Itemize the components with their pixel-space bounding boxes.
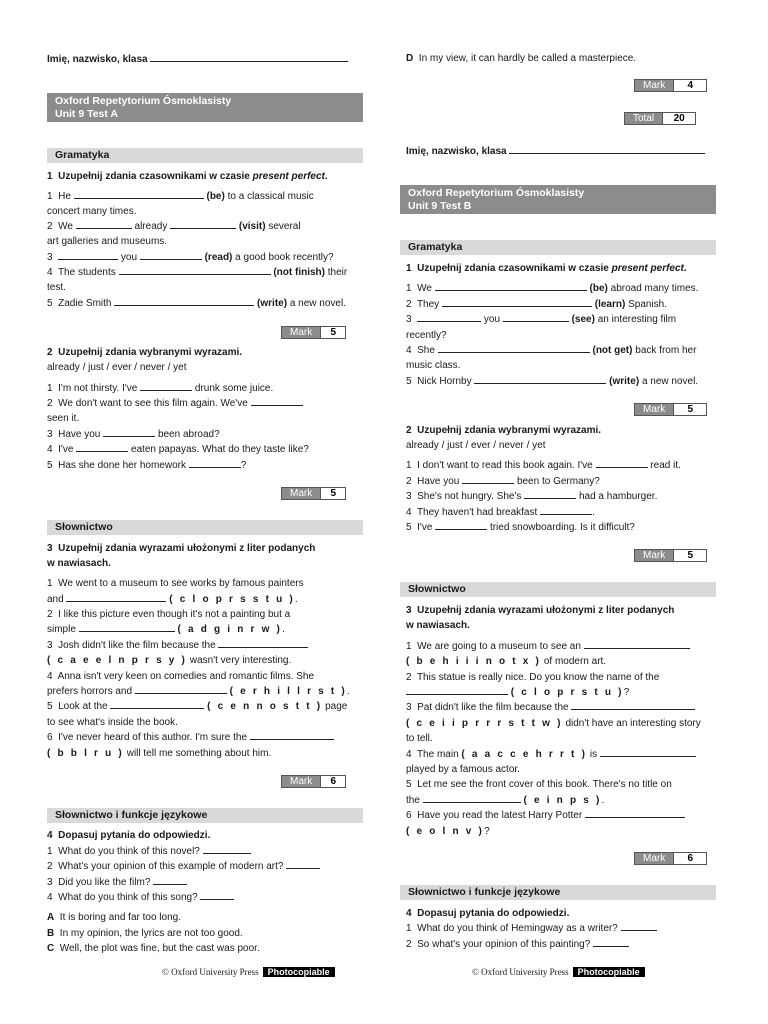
b-ex2-word-bank: already / just / ever / never / yet — [406, 440, 546, 451]
b-ex3-item-1: 1 We are going to a museum to see an — [406, 639, 716, 654]
ex3-item-4: 4 Anna isn't very keen on comedies and romantic films. She — [47, 671, 315, 682]
exercise-4-instruction: 4 Dopasuj pytania do odpowiedzi. — [47, 830, 211, 841]
b-ex2-item-1: 1 I don't want to read this book again. I've read it. — [406, 460, 681, 471]
ex2-item-4: 4 I've eaten papayas. What do they taste like? — [47, 444, 309, 455]
vocabulary-header: Słownictwo — [47, 520, 363, 535]
footer-b: © Oxford University Press Photocopiable — [472, 966, 645, 979]
answer-blank[interactable] — [442, 297, 592, 307]
b-ex3-item-6-cont: ( e o l n v )? — [406, 826, 490, 837]
answer-blank[interactable] — [417, 312, 481, 322]
ex1-item-4: 4 The students (not finish) their — [47, 267, 348, 278]
answer-blank[interactable] — [114, 296, 254, 306]
answer-blank[interactable] — [250, 730, 334, 740]
b-ex3-item-3: 3 Pat didn't like the film because the — [406, 700, 716, 715]
ex3-item-6: 6 I've never heard of this author. I'm sure the — [47, 730, 363, 745]
ex4-item-1: 1 What do you think of this novel? — [47, 844, 363, 859]
footer-a: © Oxford University Press Photocopiable — [162, 966, 335, 979]
photocopiable-badge: Photocopiable — [263, 967, 335, 977]
answer-blank[interactable] — [140, 250, 202, 260]
answer-blank[interactable] — [593, 937, 629, 947]
answer-blank[interactable] — [76, 219, 132, 229]
ex1-item-5: 5 Zadie Smith (write) a new novel. — [47, 298, 346, 309]
ex3-item-3: 3 Josh didn't like the film because the — [47, 638, 363, 653]
ex3-item-6-cont: ( b b l r u ) will tell me something about him. — [47, 748, 272, 759]
ex4-item-3: 3 Did you like the film? — [47, 875, 363, 890]
b-ex3-mark-box: Mark 6 — [634, 852, 707, 865]
b-ex2-item-4: 4 They haven't had breakfast . — [406, 507, 595, 518]
answer-blank[interactable] — [135, 684, 227, 694]
answer-blank[interactable] — [621, 921, 657, 931]
ex4-answer-b: B In my opinion, the lyrics are not too good. — [47, 928, 243, 939]
ex2-item-3: 3 Have you been abroad? — [47, 429, 220, 440]
b-ex2-item-5: 5 I've tried snowboarding. Is it difficult? — [406, 522, 635, 533]
functions-header: Słownictwo i funkcje językowe — [47, 808, 363, 823]
ex4-answer-d: D In my view, it can hardly be called a masterpiece. — [406, 53, 637, 64]
answer-blank[interactable] — [58, 250, 118, 260]
answer-blank[interactable] — [600, 747, 696, 757]
b-ex2-mark-box: Mark 5 — [634, 549, 707, 562]
answer-blank[interactable] — [462, 474, 514, 484]
name-class-field[interactable]: Imię, nazwisko, klasa — [47, 51, 363, 67]
ex3-item-2-cont: simple ( a d g i n r w ). — [47, 624, 285, 635]
answer-blank[interactable] — [435, 281, 587, 291]
b-ex3-item-5: 5 Let me see the front cover of this book. There's no title on — [406, 779, 672, 790]
ex3-item-1-cont: and ( c l o p r s s t u ). — [47, 594, 298, 605]
ex2-item-5: 5 Has she done her homework ? — [47, 460, 247, 471]
grammar-header-b: Gramatyka — [400, 240, 716, 255]
answer-blank[interactable] — [585, 808, 685, 818]
b-ex3-item-4-cont: played by a famous actor. — [406, 764, 520, 775]
answer-blank[interactable] — [103, 427, 155, 437]
b-ex3-item-2-cont: ( c l o p r s t u )? — [406, 685, 716, 700]
photocopiable-badge: Photocopiable — [573, 967, 645, 977]
ex1-item-4-cont: test. — [47, 282, 66, 293]
answer-blank[interactable] — [110, 699, 204, 709]
ex1-item-1: 1 He (be) to a classical music — [47, 191, 314, 202]
b-ex1-mark-box: Mark 5 — [634, 403, 707, 416]
ex3-mark-box: Mark 6 — [281, 775, 346, 788]
ex2-item-2: 2 We don't want to see this film again. We've — [47, 396, 363, 411]
answer-blank[interactable] — [503, 312, 569, 322]
answer-blank[interactable] — [286, 859, 320, 869]
b-ex1-item-1: 1 We (be) abroad many times. — [406, 283, 699, 294]
b-exercise-3-instruction: 3 Uzupełnij zdania wyrazami ułożonymi z liter podanych — [406, 605, 675, 616]
b-ex2-item-3: 3 She's not hungry. She's had a hamburger. — [406, 491, 658, 502]
exercise-2-instruction: 2 Uzupełnij zdania wybranymi wyrazami. — [47, 347, 243, 358]
b-ex3-item-1-cont: ( b e h i i i n o t x ) of modern art. — [406, 656, 607, 667]
answer-blank[interactable] — [140, 381, 192, 391]
b-ex3-item-5-cont: the ( e i n p s ). — [406, 795, 605, 806]
answer-blank[interactable] — [474, 374, 606, 384]
ex4-answer-a: A It is boring and far too long. — [47, 912, 181, 923]
b-ex1-item-5: 5 Nick Hornby (write) a new novel. — [406, 376, 699, 387]
answer-blank[interactable] — [435, 520, 487, 530]
answer-blank[interactable] — [119, 265, 271, 275]
answer-blank[interactable] — [203, 844, 251, 854]
exercise-3-instruction-cont: w nawiasach. — [47, 558, 111, 569]
b-ex1-item-2: 2 They (learn) Spanish. — [406, 299, 668, 310]
ex2-word-bank: already / just / ever / never / yet — [47, 362, 187, 373]
b-exercise-4-instruction: 4 Dopasuj pytania do odpowiedzi. — [406, 908, 570, 919]
answer-blank[interactable] — [74, 189, 204, 199]
grammar-header: Gramatyka — [47, 148, 363, 163]
answer-blank[interactable] — [584, 639, 690, 649]
ex3-item-5: 5 Look at the ( c e n n o s t t ) page — [47, 701, 348, 712]
ex3-item-2: 2 I like this picture even though it's not a painting but a — [47, 609, 291, 620]
b-ex1-item-3: 3 you (see) an interesting film — [406, 314, 677, 325]
b-ex3-item-2: 2 This statue is really nice. Do you know the name of the — [406, 672, 660, 683]
b-ex3-item-6: 6 Have you read the latest Harry Potter — [406, 808, 716, 823]
ex4-item-2: 2 What's your opinion of this example of modern art? — [47, 859, 363, 874]
answer-blank[interactable] — [200, 890, 234, 900]
answer-blank[interactable] — [76, 442, 128, 452]
answer-blank[interactable] — [596, 458, 648, 468]
vocabulary-header-b: Słownictwo — [400, 582, 716, 597]
ex4-item-4: 4 What do you think of this song? — [47, 890, 363, 905]
answer-blank[interactable] — [79, 622, 175, 632]
test-a-title: Oxford Repetytorium Ósmoklasisty Unit 9 Test A — [47, 93, 363, 122]
ex2-mark-box: Mark 5 — [281, 487, 346, 500]
exercise-1-instruction: 1 Uzupełnij zdania czasownikami w czasie present perfect. — [47, 171, 328, 182]
functions-header-b: Słownictwo i funkcje językowe — [400, 885, 716, 900]
b-ex4-item-1: 1 What do you think of Hemingway as a writer? — [406, 921, 716, 936]
b-ex2-item-2: 2 Have you been to Germany? — [406, 476, 600, 487]
b-exercise-2-instruction: 2 Uzupełnij zdania wybranymi wyrazami. — [406, 425, 602, 436]
ex3-item-1: 1 We went to a museum to see works by famous painters — [47, 578, 304, 589]
b-ex3-item-3-cont: ( c e i i p r r r s t t w ) didn't have an interesting story — [406, 718, 701, 729]
ex1-item-2: 2 We already (visit) several — [47, 221, 301, 232]
answer-blank[interactable] — [438, 343, 590, 353]
name-class-field-b[interactable]: Imię, nazwisko, klasa — [406, 143, 716, 159]
ex4-answer-c: C Well, the plot was fine, but the cast was poor. — [47, 943, 260, 954]
b-ex3-item-3-cont2: to tell. — [406, 733, 433, 744]
total-score-box: Total 20 — [624, 112, 696, 125]
ex3-item-4-cont: prefers horrors and ( e r h i l l r s t ). — [47, 686, 350, 697]
answer-blank[interactable] — [218, 638, 308, 648]
answer-blank[interactable] — [170, 219, 236, 229]
b-ex4-item-2: 2 So what's your opinion of this painting? — [406, 937, 716, 952]
ex1-item-3: 3 you (read) a good book recently? — [47, 252, 334, 263]
answer-blank[interactable] — [540, 505, 592, 515]
ex3-item-5-cont: to see what's inside the book. — [47, 717, 178, 728]
ex4-mark-box: Mark 4 — [634, 79, 707, 92]
ex1-item-1-cont: concert many times. — [47, 206, 137, 217]
b-ex1-item-3-cont: recently? — [406, 330, 447, 341]
answer-blank[interactable] — [406, 685, 508, 695]
ex1-mark-box: Mark 5 — [281, 326, 346, 339]
ex1-item-2-cont: art galleries and museums. — [47, 236, 168, 247]
b-ex1-item-4: 4 She (not get) back from her — [406, 345, 697, 356]
b-exercise-1-instruction: 1 Uzupełnij zdania czasownikami w czasie present perfect. — [406, 263, 687, 274]
test-b-title: Oxford Repetytorium Ósmoklasisty Unit 9 Test B — [400, 185, 716, 214]
exercise-3-instruction: 3 Uzupełnij zdania wyrazami ułożonymi z liter podanych — [47, 543, 316, 554]
ex3-item-3-cont: ( c a e e l n p r s y ) wasn't very interesting. — [47, 655, 292, 666]
ex2-item-2-cont: seen it. — [47, 413, 80, 424]
b-exercise-3-instruction-cont: w nawiasach. — [406, 620, 470, 631]
answer-blank[interactable] — [423, 793, 521, 803]
answer-blank[interactable] — [66, 592, 166, 602]
answer-blank[interactable] — [571, 700, 695, 710]
answer-blank[interactable] — [153, 875, 187, 885]
b-ex3-item-4: 4 The main ( a a c c e h r r t ) is — [406, 747, 716, 762]
b-ex1-item-4-cont: music class. — [406, 360, 461, 371]
ex2-item-1: 1 I'm not thirsty. I've drunk some juice. — [47, 383, 274, 394]
answer-blank[interactable] — [524, 489, 576, 499]
answer-blank[interactable] — [189, 458, 241, 468]
answer-blank[interactable] — [251, 396, 303, 406]
